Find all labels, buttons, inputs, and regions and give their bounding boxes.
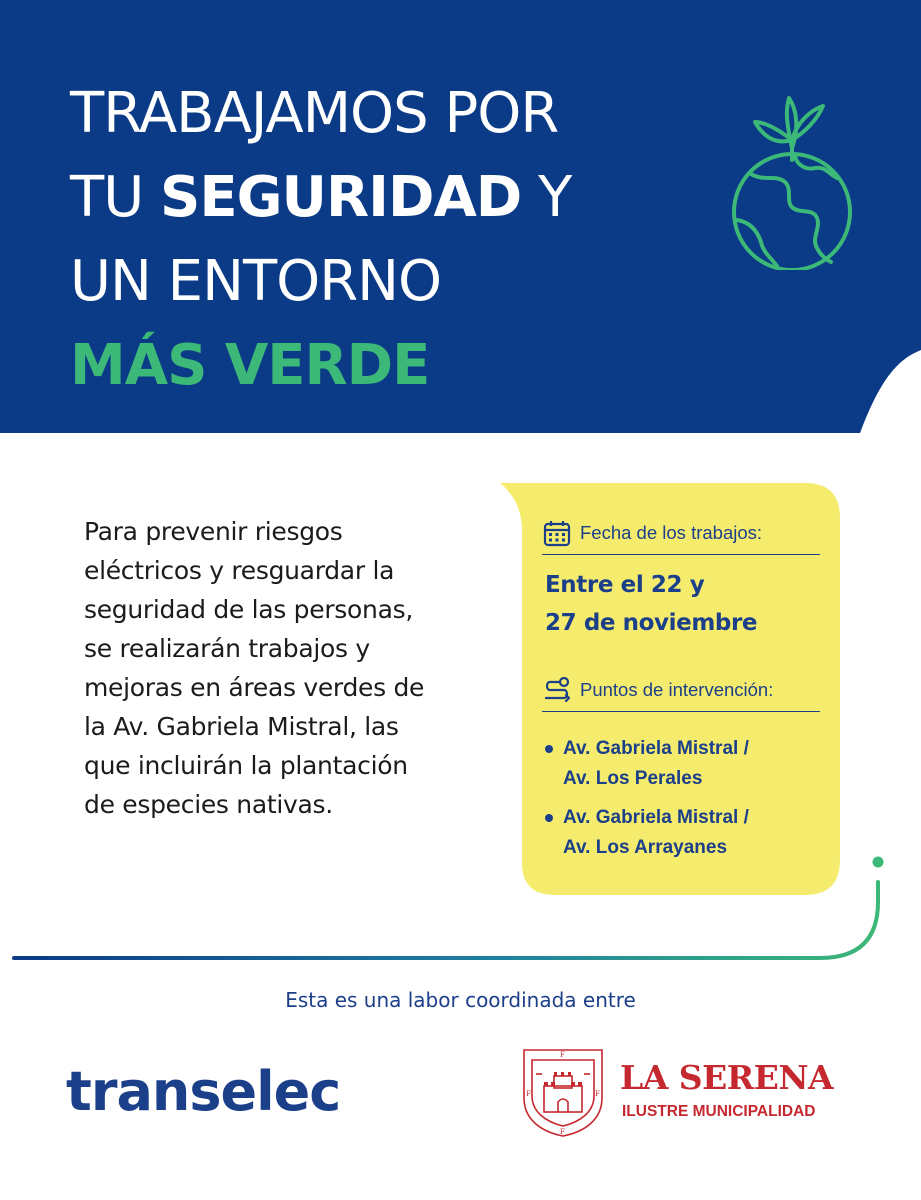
list-item [545,734,835,794]
title-highlight-seguridad: SEGURIDAD [160,165,522,230]
calendar-icon [542,518,572,548]
title-line-2-post: Y [521,165,572,230]
work-dates-line-2: 27 de noviembre [545,610,758,636]
intro-paragraph: Para prevenir riesgos eléctricos y resguardar la seguridad de las personas, se realizarán trabajos y mejoras en áreas verdes de la Av. Gabriela Mistral, las que incluirán la plantación de especies nativas. [84,517,425,819]
header-banner [0,0,921,433]
globe-sprout-icon [727,70,857,270]
la-serena-crest-icon [520,1046,606,1138]
point-2-line-1: Av. Gabriela Mistral / [563,807,749,828]
title-line-2 [70,156,710,240]
title-line-1: TRABAJAMOS POR [70,81,559,146]
transelec-logo: transelec [66,1060,341,1123]
la-serena-name: LA SERENA [620,1058,834,1097]
bullet-icon [545,814,553,822]
title-line-2-pre: TU [70,165,160,230]
route-icon [542,675,572,705]
la-serena-subtitle: ILUSTRE MUNICIPALIDAD [622,1103,816,1120]
fecha-heading [542,518,820,555]
puntos-label: Puntos de intervención: [580,679,774,700]
svg-text:F: F [595,1090,600,1098]
svg-text:F: F [560,1128,565,1136]
title-highlight-mas-verde: MÁS VERDE [70,333,430,398]
page-title [70,72,710,408]
point-1-line-1: Av. Gabriela Mistral / [563,738,749,759]
work-dates [545,566,825,642]
point-1-line-2: Av. Los Perales [563,768,703,789]
svg-text:F: F [526,1090,531,1098]
fecha-label: Fecha de los trabajos: [580,522,763,543]
work-dates-line-1: Entre el 22 y [545,572,705,598]
decorative-gradient-line [0,850,921,970]
point-2-line-2: Av. Los Arrayanes [563,837,728,858]
title-line-3: UN ENTORNO [70,249,442,314]
bullet-icon [545,745,553,753]
puntos-heading [542,675,820,712]
svg-text:F: F [560,1051,565,1059]
coordination-text: Esta es una labor coordinada entre [285,988,636,1012]
